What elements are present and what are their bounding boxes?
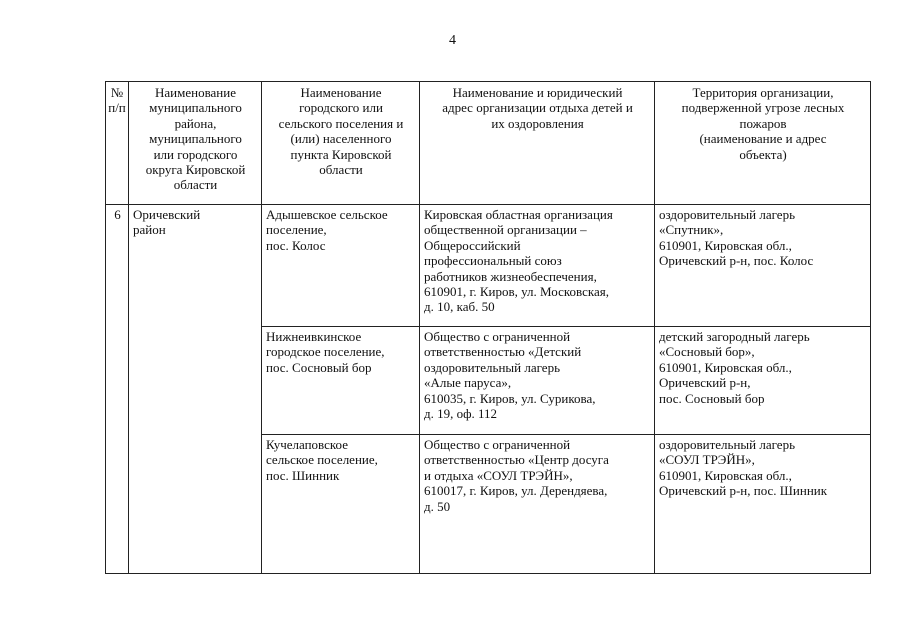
header-number: № п/п: [106, 82, 129, 205]
organization-cell: Общество с ограниченной ответственностью «Детский оздоровительный лагерь «Алые паруса», 610035, г. Киров, ул. Сурикова, д. 19, оф. 112: [420, 327, 655, 435]
organization-cell: Общество с ограниченной ответственностью «Центр досуга и отдыха «СОУЛ ТРЭЙН», 610017, г. Киров, ул. Дерендяева, д. 50: [420, 435, 655, 574]
header-organization: Наименование и юридический адрес организации отдыха детей и их оздоровления: [420, 82, 655, 205]
row-number: 6: [106, 205, 129, 574]
table-header-row: [106, 82, 871, 205]
header-territory: Территория организации, подверженной угрозе лесных пожаров (наименование и адрес объекта): [655, 82, 871, 205]
header-settlement: Наименование городского или сельского поселения и (или) населенного пункта Кировской области: [262, 82, 420, 205]
settlement-cell: Нижнеивкинское городское поселение, пос. Сосновый бор: [262, 327, 420, 435]
settlement-cell: Адышевское сельское поселение, пос. Колос: [262, 205, 420, 327]
territory-cell: оздоровительный лагерь «Спутник», 610901, Кировская обл., Оричевский р-н, пос. Колос: [655, 205, 871, 327]
organization-cell: Кировская областная организация общественной организации – Общероссийский профессиональный союз работников жизнеобеспечения, 610901, г. Киров, ул. Московская, д. 10, каб. 50: [420, 205, 655, 327]
camps-table: [105, 81, 871, 574]
page-number: 4: [449, 33, 456, 48]
table-row: [106, 205, 871, 327]
settlement-cell: Кучелаповское сельское поселение, пос. Шинник: [262, 435, 420, 574]
header-district: Наименование муниципального района, муниципального или городского округа Кировской области: [129, 82, 262, 205]
district-cell: Оричевский район: [129, 205, 262, 574]
territory-cell: детский загородный лагерь «Сосновый бор», 610901, Кировская обл., Оричевский р-н, пос. Сосновый бор: [655, 327, 871, 435]
territory-cell: оздоровительный лагерь «СОУЛ ТРЭЙН», 610901, Кировская обл., Оричевский р-н, пос. Шинник: [655, 435, 871, 574]
